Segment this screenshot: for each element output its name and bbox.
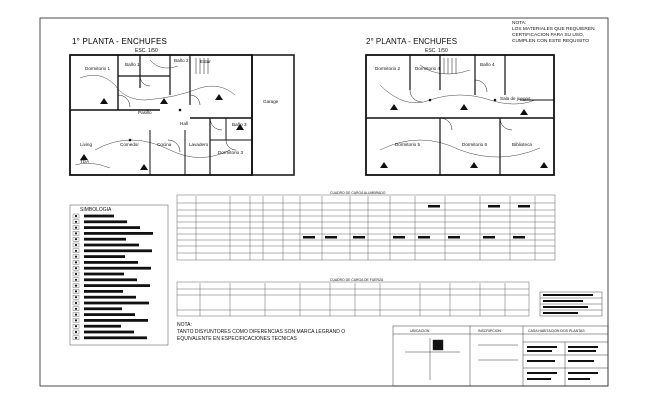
title-block — [393, 326, 608, 386]
legend-symbol-mark — [75, 273, 77, 275]
room-label: Dormitorio 2 — [375, 66, 401, 71]
note-top-line: CERTIFICACION PARA SU USO, — [512, 33, 585, 38]
room-label: Dormitorio 5 — [395, 142, 421, 147]
legend-redacted-text — [84, 215, 114, 218]
legend-symbol-mark — [75, 215, 77, 217]
room-label: TDA — [80, 159, 90, 164]
room-label: Pasillo — [138, 110, 152, 115]
room-label: Living — [80, 142, 93, 147]
legend-symbol-mark — [75, 325, 77, 327]
legend-symbol-mark — [75, 285, 77, 287]
room-label: Baño 3 — [232, 122, 247, 127]
legend-symbol-mark — [75, 296, 77, 298]
legend-redacted-text — [84, 307, 122, 310]
room-label: Cocina — [157, 142, 172, 147]
legend-symbol-mark — [75, 279, 77, 281]
table-redacted-cell — [353, 236, 365, 239]
plan2-scale: ESC. 1/50 — [425, 48, 448, 54]
legend-redacted-text — [84, 302, 149, 305]
legend-redacted-text — [84, 296, 136, 299]
note-materials — [512, 20, 595, 44]
room-label: Hall — [180, 121, 188, 126]
legend-redacted-text — [84, 313, 135, 316]
table-redacted-cell — [518, 205, 530, 208]
legend-redacted-text — [84, 261, 138, 264]
load-table-power — [177, 282, 529, 316]
plan2-room-labels — [375, 62, 532, 147]
legend-symbol-mark — [75, 244, 77, 246]
legend-symbol-mark — [75, 314, 77, 316]
legend-symbol-mark — [75, 337, 77, 339]
table-redacted-cell — [513, 236, 525, 239]
legend-redacted-text — [84, 244, 139, 247]
room-label: Baño 1 — [125, 62, 140, 67]
legend-symbol-mark — [75, 250, 77, 252]
legend-redacted-text — [84, 267, 151, 270]
legend-redacted-text — [84, 273, 124, 276]
table-redacted-cell — [393, 236, 405, 239]
legend-redacted-text — [84, 284, 150, 287]
table-redacted-cell — [483, 236, 495, 239]
note-bottom-line: EQUIVALENTE EN ESPECIFICACIONES TECNICAS — [177, 336, 297, 342]
legend-symbol-mark — [75, 221, 77, 223]
legend-symbol-mark — [75, 256, 77, 258]
note-top-line: LOS MATERIALES QUE REQUIEREN — [512, 27, 595, 32]
room-label: Biblioteca — [512, 142, 532, 147]
table-redacted-cell — [488, 205, 500, 208]
note-bottom-line: TANTO DISYUNTORES COMO DIFERENCIAS SON MARCA LEGRAND O — [177, 329, 346, 335]
legend-redacted-text — [84, 290, 123, 293]
floor-plan-1 — [70, 55, 294, 175]
table-redacted-cell — [303, 236, 315, 239]
legend-redacted-text — [84, 255, 125, 258]
legend-symbol-mark — [75, 227, 77, 229]
title-block-ubicacion: UBICACION — [410, 329, 430, 333]
legend-symbol-mark — [75, 267, 77, 269]
title-block-project: CASA HABITACION DOS PLANTAS — [528, 329, 585, 333]
legend-redacted-text — [84, 220, 127, 223]
symbology-title: SIMBOLOGIA — [80, 207, 112, 213]
plan1-title: 1° PLANTA - ENCHUFES — [72, 37, 168, 46]
room-label: Dormitorio 4 — [415, 66, 441, 71]
legend-symbol-mark — [75, 238, 77, 240]
room-label: Dormitorio 6 — [462, 142, 488, 147]
room-label: Sala de juegos — [500, 96, 531, 101]
room-label: Baño 2 — [174, 58, 189, 63]
legend-redacted-text — [84, 319, 148, 322]
table-redacted-cell — [325, 236, 337, 239]
legend-symbol-mark — [75, 308, 77, 310]
note-top-line: NOTA: — [512, 21, 527, 26]
load-table-lighting — [177, 195, 555, 260]
note-bottom-line: NOTA: — [177, 322, 192, 328]
table-redacted-cell — [418, 236, 430, 239]
plan2-title: 2° PLANTA - ENCHUFES — [366, 37, 458, 46]
legend-redacted-text — [84, 325, 121, 328]
legend-redacted-text — [84, 249, 152, 252]
legend-symbol-mark — [75, 232, 77, 234]
legend-redacted-text — [84, 278, 137, 281]
room-label: Lavadero — [189, 142, 209, 147]
table-redacted-cell — [428, 205, 440, 208]
note-breakers — [177, 322, 345, 342]
legend-redacted-text — [84, 331, 134, 334]
legend-redacted-text — [84, 226, 140, 229]
legend-symbol-mark — [75, 331, 77, 333]
title-block-inscripcion: INSCRIPCION — [478, 329, 501, 333]
legend-redacted-text — [84, 238, 126, 241]
legend-symbol-mark — [75, 261, 77, 263]
room-label: Comedor — [120, 142, 139, 147]
symbology-legend — [70, 205, 168, 345]
legend-symbol-mark — [75, 319, 77, 321]
room-label: Dormitorio 1 — [85, 66, 111, 71]
legend-redacted-text — [84, 336, 147, 339]
table1-title: CUADRO DE CARGA ALUMBRADO — [330, 191, 386, 195]
legend-symbol-mark — [75, 302, 77, 304]
room-label: Garage — [263, 99, 279, 104]
table2-title: CUADRO DE CARGA DE FUERZA — [330, 278, 384, 282]
room-label: Dormitorio 3 — [218, 150, 244, 155]
plan1-scale: ESC. 1/50 — [135, 48, 158, 54]
table-redacted-cell — [448, 236, 460, 239]
legend-symbol-mark — [75, 290, 77, 292]
legend-redacted-text — [84, 232, 153, 235]
room-label: Baño 4 — [480, 62, 495, 67]
note-top-line: CUMPLEN CON ESTE REQUISITO — [512, 39, 589, 44]
room-label: Estar — [200, 59, 211, 64]
